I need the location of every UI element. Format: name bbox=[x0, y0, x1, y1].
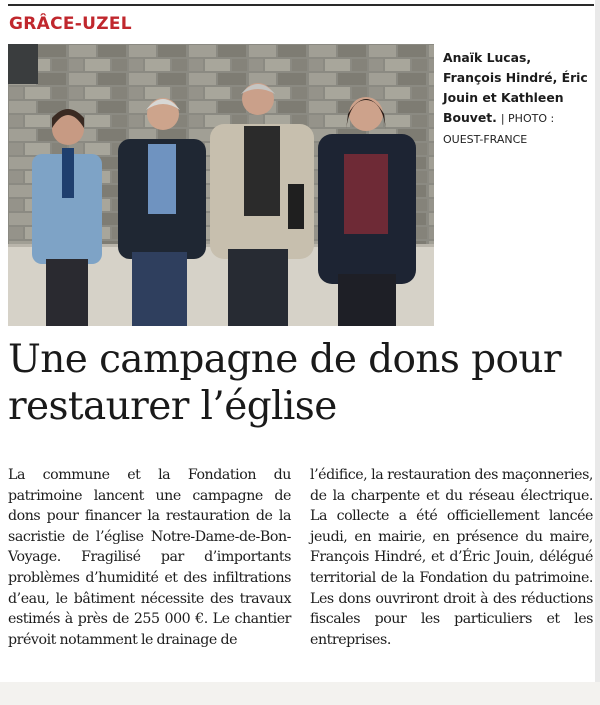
caption-credit: | PHOTO : OUEST-FRANCE bbox=[443, 112, 555, 146]
article-body-column-2: l’édifice, la restauration des maçonneries, de la charpente et du réseau électrique. La collecte a été officiellement lancée jeudi, en mairie, en présence du maire, François Hindré, et d’Éric Jouin, délégué territorial de la Fondation du patrimoine. Les dons ouvriront droit à des réductions fiscales pour les particuliers et les entreprises. bbox=[310, 467, 593, 648]
photo-caption bbox=[443, 48, 593, 150]
section-rubric: GRÂCE-UZEL bbox=[9, 14, 132, 34]
article-headline: Une campagne de dons pour restaurer l’église bbox=[8, 337, 561, 429]
page-edge-scrollbar[interactable] bbox=[595, 0, 600, 682]
top-rule bbox=[8, 4, 594, 6]
caption-names: Anaïk Lucas, François Hindré, Éric Jouin et Kathleen Bouvet. bbox=[443, 50, 588, 125]
article-photo bbox=[8, 44, 434, 326]
article-body-column-1: La commune et la Fondation du patrimoine lancent une campagne de dons pour financer la restauration de la sacristie de l’église Notre-Dame-de-Bon-Voyage. Fragilisé par d’importants problèmes d’humidité et des infiltrations d’eau, le bâtiment nécessite des travaux estimés à près de 255 000 €. Le chantier prévoit notamment le drainage de bbox=[8, 467, 291, 648]
